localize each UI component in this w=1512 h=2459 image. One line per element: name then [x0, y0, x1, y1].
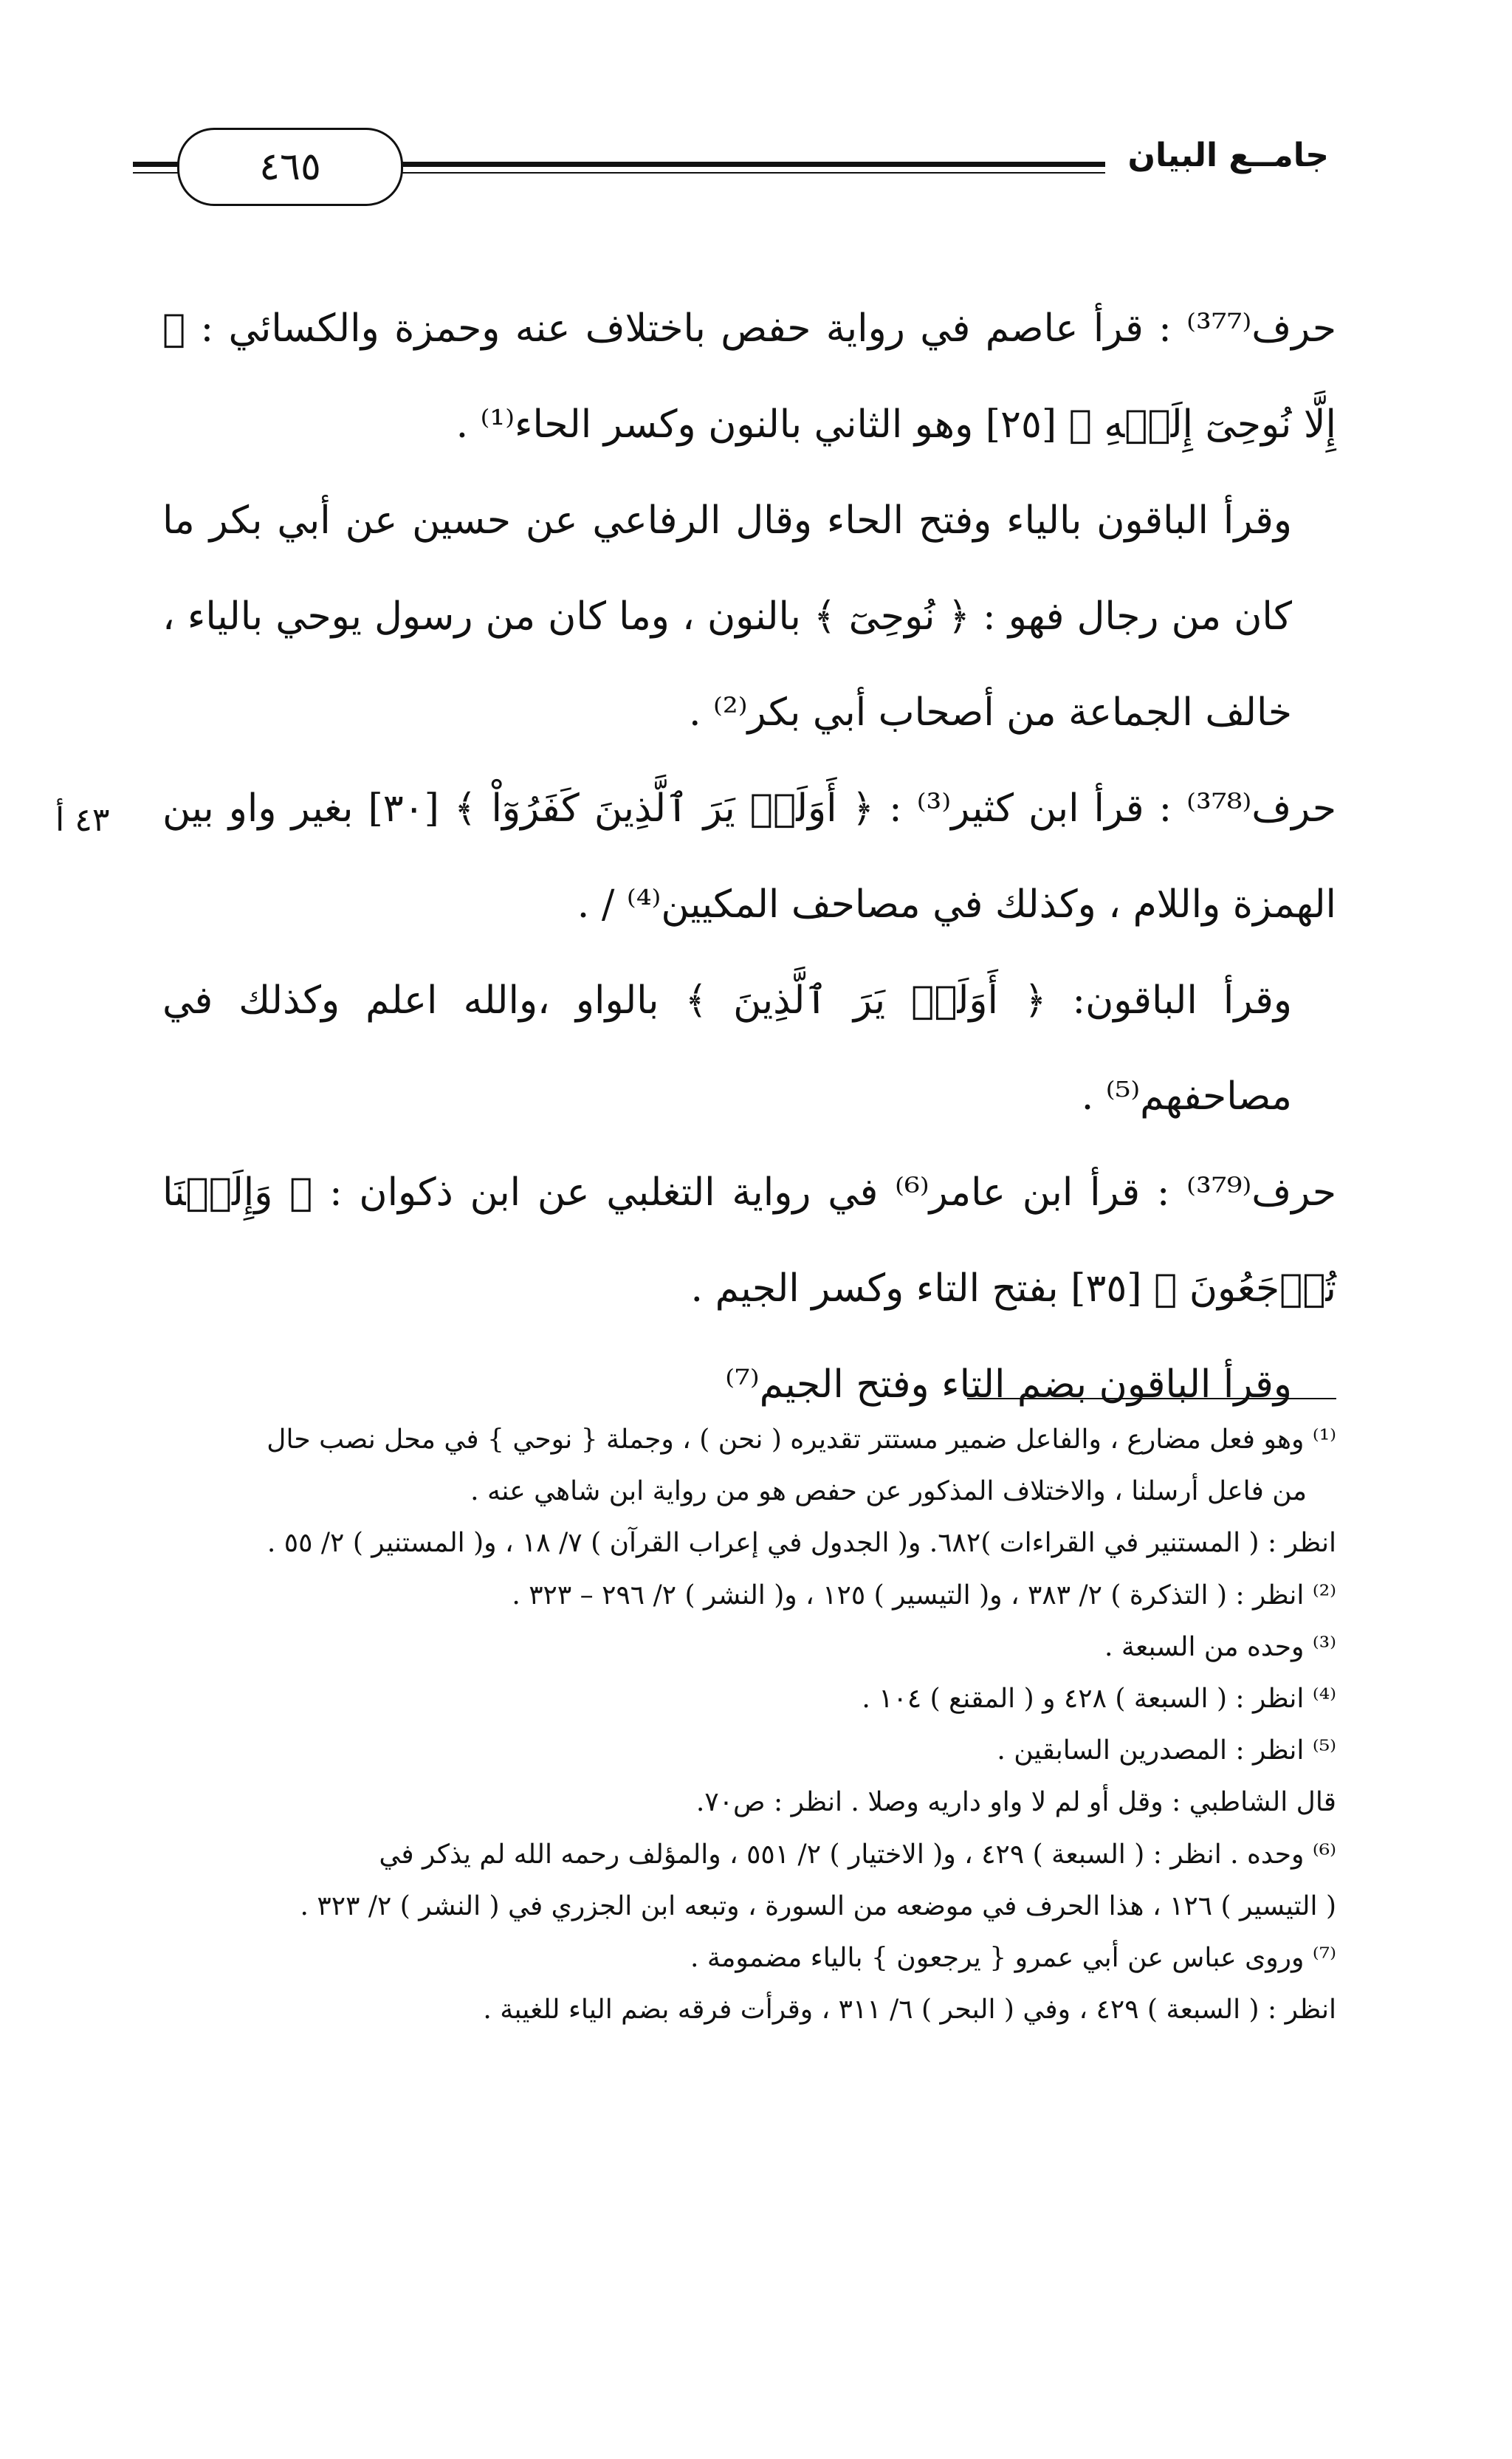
paragraph-harf-378: حرف⁽³⁷⁸⁾ : قرأ ابن كثير⁽³⁾ : ﴿ أَوَلَمۡ يَرَ ٱلَّذِينَ كَفَرُوٓاْ ﴾ [٣٠] بغير واو بين الهمزة واللام ، وكذلك في مصاحف المكيين⁽⁴⁾ / .	[162, 786, 1337, 927]
footnote-line: ⁽⁴⁾ انظر : ( السبعة ) ٤٢٨ و ( المقنع ) ١٠٤ .	[862, 1684, 1336, 1715]
footnote-line: ⁽⁵⁾ انظر : المصدرين السابقين .	[997, 1735, 1336, 1766]
margin-folio-note: ٤٣ أ	[55, 801, 110, 839]
footnote-line: ( التيسير ) ١٢٦ ، هذا الحرف في موضعه من السورة ، وتبعه ابن الجزري في ( النشر ) ٢/ ٣٢٣ .	[300, 1890, 1336, 1921]
footnote-line: قال الشاطبي : وقل أو لم لا واو داريه وصلا . انظر : ص٧٠.	[695, 1787, 1336, 1818]
footnote-line: ⁽³⁾ وحده من السبعة .	[1104, 1631, 1336, 1662]
footnote-separator	[967, 1398, 1336, 1399]
footnote-line: ⁽¹⁾ وهو فعل مضارع ، والفاعل ضمير مستتر تقديره ( نحن ) ، وجملة { نوحي } في محل نصب حال	[267, 1424, 1336, 1455]
footnote-line: انظر : ( السبعة ) ٤٢٩ ، وفي ( البحر ) ٦/ ٣١١ ، وقرأت فرقه بضم الياء للغيبة .	[483, 1995, 1336, 2026]
paragraph-remaining-readers-3: وقرأ الباقون بضم التاء وفتح الجيم⁽⁷⁾	[725, 1362, 1292, 1407]
book-title: جامــع البيان	[1105, 137, 1329, 174]
paragraph-harf-377: حرف⁽³⁷⁷⁾ : قرأ عاصم في رواية حفص باختلاف عنه وحمزة والكسائي : ﴿ إِلَّا نُوحِىٓ إِلَيۡهِ ﴾ [٢٥] وهو الثاني بالنون وكسر الحاء⁽¹⁾ .	[162, 306, 1336, 447]
paragraph-remaining-readers-2: وقرأ الباقون: ﴿ أَوَلَمۡ يَرَ ٱلَّذِينَ ﴾ بالواو ،والله اعلم وكذلك في مصاحفهم⁽⁵⁾ .	[162, 978, 1292, 1119]
footnote-line: من فاعل أرسلنا ، والاختلاف المذكور عن حفص هو من رواية ابن شاهي عنه .	[470, 1476, 1307, 1507]
paragraph-harf-379: حرف⁽³⁷⁹⁾ : قرأ ابن عامر⁽⁶⁾ في رواية التغلبي عن ابن ذكوان : ﴿ وَإِلَيۡنَا تُرۡجَعُونَ ﴾ [٣٥] بفتح التاء وكسر الجيم .	[162, 1170, 1336, 1311]
footnote-line: انظر : ( المستنير في القراءات )٦٨٢. و( الجدول في إعراب القرآن ) ٧/ ١٨ ، و( المستنير ) ٢/ ٥٥ .	[267, 1528, 1336, 1559]
footnote-line: ⁽⁷⁾ وروى عباس عن أبي عمرو { يرجعون } بالياء مضمومة .	[690, 1943, 1336, 1974]
paragraph-remaining-readers-1: وقرأ الباقون بالياء وفتح الحاء وقال الرفاعي عن حسين عن أبي بكر ما كان من رجال فهو : ﴿ نُوحِىٓ ﴾ بالنون ، وما كان من رسول يوحي بالياء ، خالف الجماعة من أصحاب أبي بكر⁽²⁾ .	[162, 498, 1292, 735]
main-text	[162, 281, 1336, 1433]
footnotes	[162, 1414, 1336, 2036]
page-number: ٤٦٥	[177, 128, 403, 206]
footnote-line: ⁽²⁾ انظر : ( التذكرة ) ٢/ ٣٨٣ ، و( التيسير ) ١٢٥ ، و( النشر ) ٢/ ٢٩٦ – ٣٢٣ .	[512, 1580, 1336, 1611]
footnote-line: ⁽⁶⁾ وحده . انظر : ( السبعة ) ٤٢٩ ، و( الاختيار ) ٢/ ٥٥١ ، والمؤلف رحمه الله لم يذكر في	[379, 1839, 1336, 1870]
page-header	[133, 122, 1329, 210]
